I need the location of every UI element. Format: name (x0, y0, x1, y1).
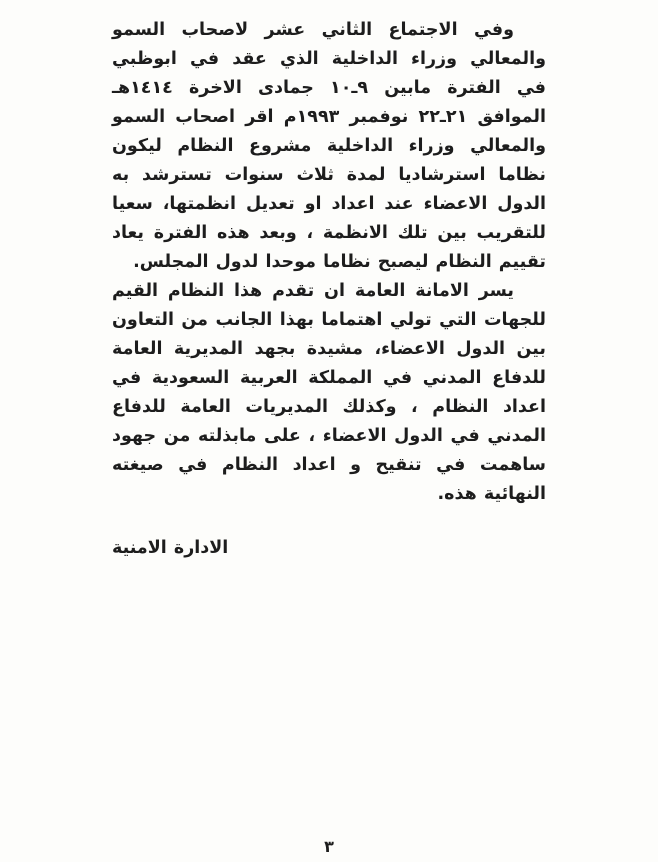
paragraph-meeting-resolution: وفي الاجتماع الثاني عشر لاصحاب السمو والمعالي وزراء الداخلية الذي عقد في ابوظبي في الفترة مابين ٩ـ١٠ جمادى الاخرة ١٤١٤هـ الموافق ٢١ـ٢٢ نوفمبر ١٩٩٣م اقر اصحاب السمو والمعالي وزراء الداخلية مشروع النظام ليكون نظاما استرشاديا لمدة ثلاث سنوات تسترشد به الدول الاعضاء عند اعداد او تعديل انظمتها، سعيا للتقريب بين تلك الانظمة ، وبعد هذه الفترة يعاد تقييم النظام ليصبح نظاما موحدا لدول المجلس. (112, 20, 546, 272)
document-body (112, 16, 546, 563)
page-number: ٣ (324, 837, 334, 856)
signature-security-department: الادارة الامنية (112, 538, 229, 558)
paragraph-secretariat-acknowledgement: يسر الامانة العامة ان تقدم هذا النظام القيم للجهات التي تولي اهتماما بهذا الجانب من التعاون بين الدول الاعضاء، مشيدة بجهد المديرية العامة للدفاع المدني في المملكة العربية السعودية في اعداد النظام ، وكذلك المديريات العامة للدفاع المدني في الدول الاعضاء ، على مابذلته من جهود ساهمت في تنقيح و اعداد النظام في صيغته النهائية هذه. (112, 281, 546, 504)
